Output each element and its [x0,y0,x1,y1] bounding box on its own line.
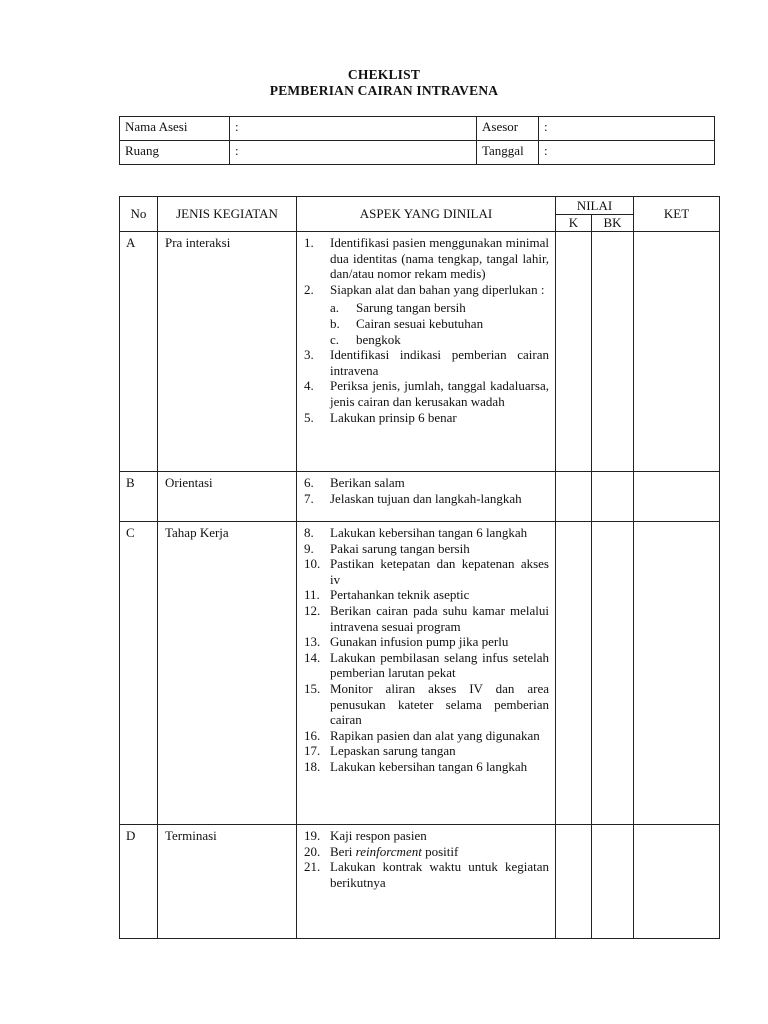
section-code: B [120,472,158,522]
header-ket: KET [634,197,720,232]
list-item: 20. Beri reinforcment positif [304,843,459,859]
nama-asesi-label: Nama Asesi [120,117,230,141]
asesor-value: : [539,117,715,141]
list-item: 10. Pastikan ketepatan dan kepatenan akses iv [304,556,549,587]
header-no: No [120,197,158,232]
list-item: 1. Identifikasi pasien menggunakan minimal dua identitas (nama tengkap, tangal lahir, dan/atau nomor rekam medis) [304,235,549,282]
aspect-list [297,825,556,939]
section-code: D [120,825,158,939]
assessment-info-table [119,116,715,165]
aspect-list [297,232,556,472]
aspect-list [297,522,556,825]
list-item: 12. Berikan cairan pada suhu kamar melalui intravena sesuai program [304,602,549,634]
list-item: 13. Gunakan infusion pump jika perlu [304,634,509,650]
document-subtitle: PEMBERIAN CAIRAN INTRAVENA [269,83,499,98]
nama-asesi-value: : [230,117,477,141]
table-row [120,825,720,939]
table-row [120,522,720,825]
asesor-label: Asesor [477,117,539,141]
ruang-value: : [230,141,477,165]
section-name: Orientasi [158,472,297,522]
score-k-cell [556,522,592,825]
section-name: Terminasi [158,825,297,939]
sub-list [304,300,549,347]
list-item: 21. Lakukan kontrak waktu untuk kegiatan berikutnya [304,859,549,890]
header-aspek: ASPEK YANG DINILAI [297,197,556,232]
list-item: 4. Periksa jenis, jumlah, tanggal kadaluarsa, jenis cairan dan kerusakan wadah [304,378,549,409]
list-item: 2. Siapkan alat dan bahan yang diperlukan : [304,281,545,297]
sub-list-item: b. Cairan sesuai kebutuhan [330,315,484,331]
header-jenis-kegiatan: JENIS KEGIATAN [158,197,297,232]
score-k-cell [556,825,592,939]
score-bk-cell [592,522,634,825]
checklist-table [119,196,720,939]
list-item: 14. Lakukan pembilasan selang infus setelah pemberian larutan pekat [304,649,549,681]
ket-cell [634,825,720,939]
document-title: CHEKLIST [347,67,421,82]
list-item: 15. Monitor aliran akses IV dan area penusukan kateter selama pemberian cairan [304,680,549,728]
section-code: C [120,522,158,825]
list-item: 17. Lepaskan sarung tangan [304,743,456,759]
ket-cell [634,472,720,522]
section-code: A [120,232,158,472]
list-item: 5. Lakukan prinsip 6 benar [304,409,457,425]
section-name: Tahap Kerja [158,522,297,825]
list-item: 11. Pertahankan teknik aseptic [304,587,470,603]
list-item: 16. Rapikan pasien dan alat yang digunakan [304,727,540,743]
score-bk-cell [592,825,634,939]
list-item: 19. Kaji respon pasien [304,828,427,843]
italic-term: reinforcment [355,843,422,859]
ket-cell [634,522,720,825]
score-bk-cell [592,472,634,522]
header-k: K [556,215,592,232]
list-item: 7. Jelaskan tujuan dan langkah-langkah [304,490,522,506]
score-bk-cell [592,232,634,472]
header-bk: BK [592,215,634,232]
table-row [120,472,720,522]
score-k-cell [556,472,592,522]
list-item: 6. Berikan salam [304,475,405,490]
list-item: 9. Pakai sarung tangan bersih [304,540,470,556]
list-item: 8. Lakukan kebersihan tangan 6 langkah [304,525,528,540]
sub-list-item: a. Sarung tangan bersih [330,300,466,316]
tanggal-value: : [539,141,715,165]
aspect-list [297,472,556,522]
list-item: 18. Lakukan kebersihan tangan 6 langkah [304,758,528,774]
tanggal-label: Tanggal [477,141,539,165]
section-name: Pra interaksi [158,232,297,472]
ruang-label: Ruang [120,141,230,165]
sub-list-item: c. bengkok [330,331,401,347]
score-k-cell [556,232,592,472]
header-nilai: NILAI [556,197,634,215]
list-item: 3. Identifikasi indikasi pemberian cairan intravena [304,347,549,378]
table-row [120,232,720,472]
ket-cell [634,232,720,472]
